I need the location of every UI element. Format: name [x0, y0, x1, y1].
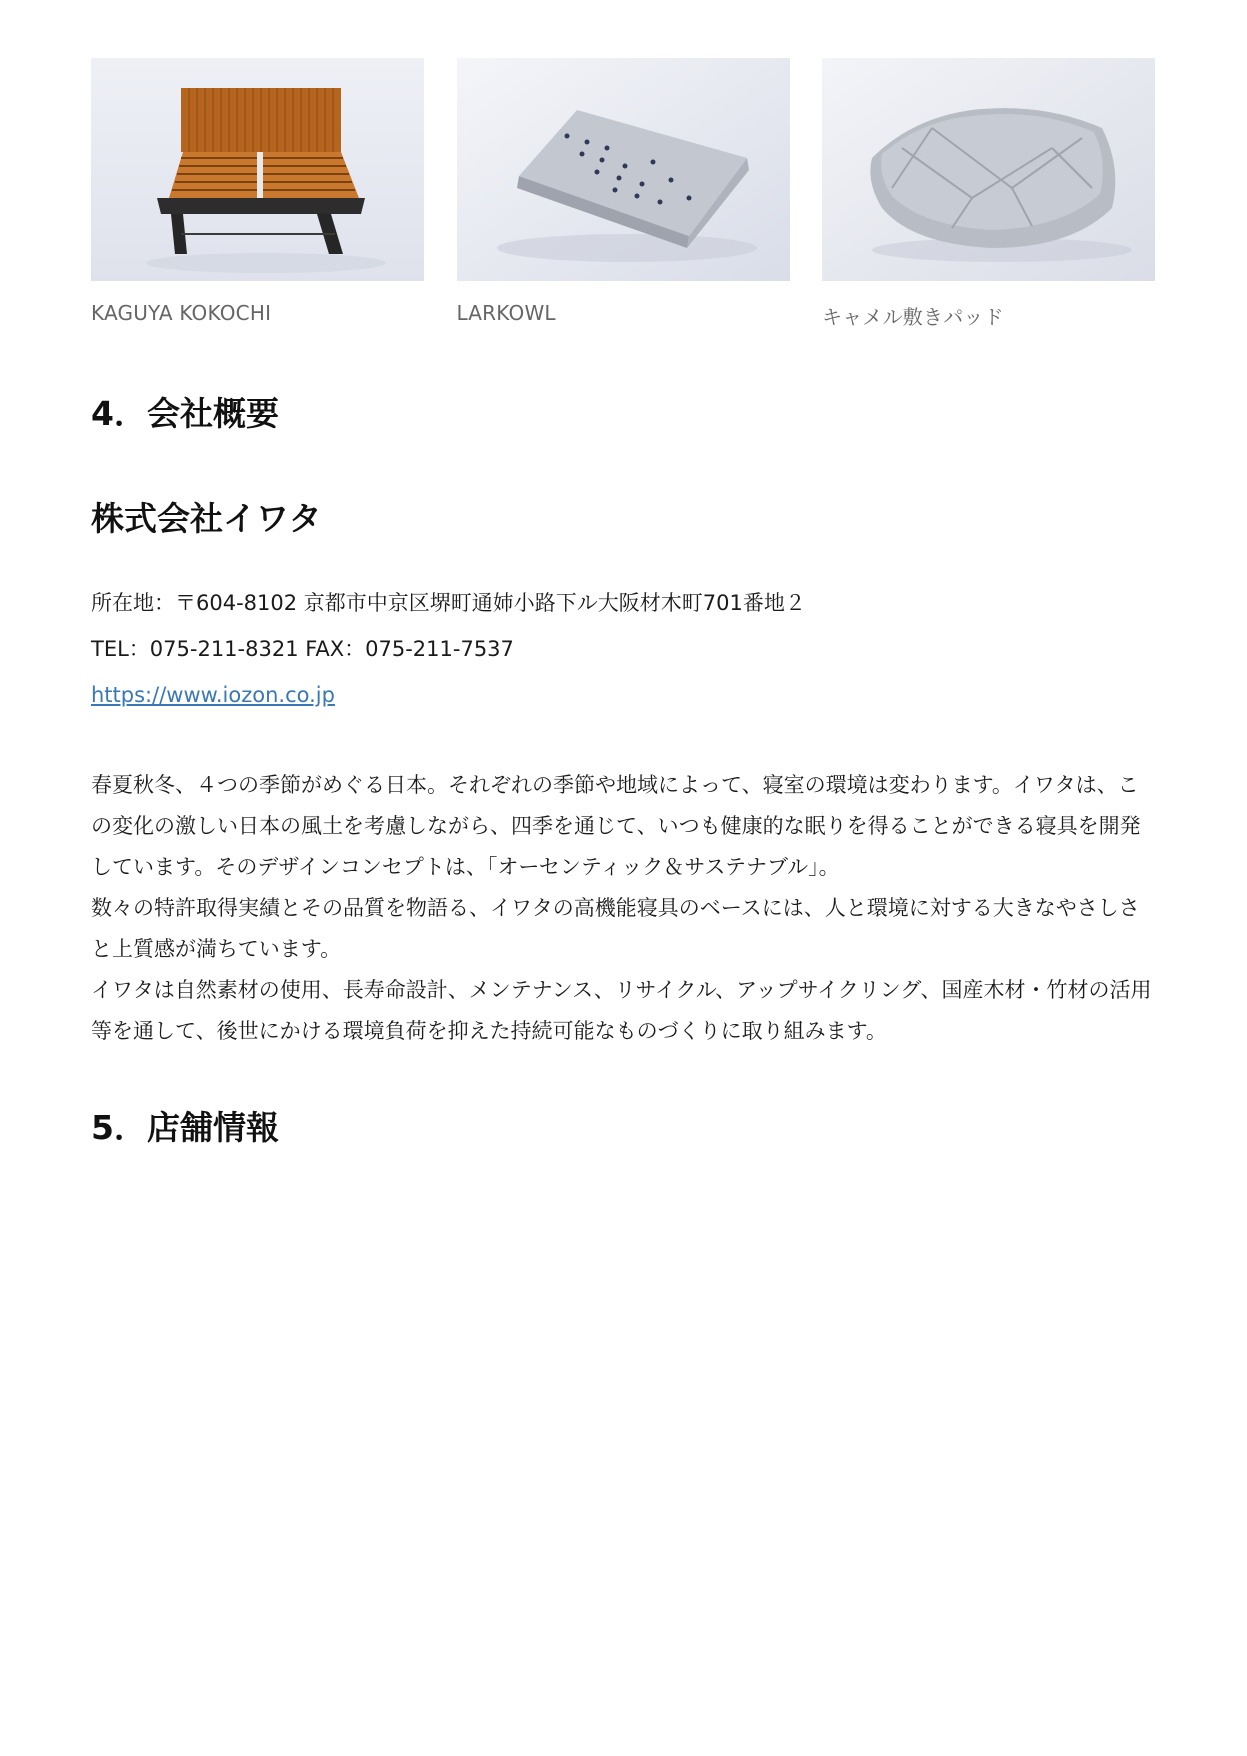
- product-card: [457, 58, 790, 330]
- company-website-link[interactable]: https://www.iozon.co.jp: [91, 683, 335, 707]
- wooden-slatted-bed-image: [91, 58, 424, 281]
- section-heading-company: 4．会社概要: [91, 394, 279, 433]
- product-gallery: [91, 58, 1155, 330]
- gray-quilted-pad-image: [822, 58, 1155, 281]
- gray-tufted-mattress-image: [457, 58, 790, 281]
- product-caption: KAGUYA KOKOCHI: [91, 301, 272, 325]
- company-url-line: [91, 672, 1155, 718]
- description-paragraph: 数々の特許取得実績とその品質を物語る、イワタの高機能寝具のベースには、人と環境に対する大きなやさしさと上質感が満ちています。: [91, 896, 1140, 961]
- section-heading-store: 5．店舗情報: [91, 1108, 279, 1147]
- company-info: [91, 580, 1155, 718]
- product-card: [91, 58, 424, 330]
- company-name: 株式会社イワタ: [91, 499, 322, 538]
- company-contact: TEL：075-211-8321 FAX：075-211-7537: [91, 637, 514, 661]
- product-caption: LARKOWL: [456, 301, 556, 325]
- company-address: 所在地：〒604-8102 京都市中京区堺町通姉小路下ル大阪材木町701番地２: [91, 591, 806, 615]
- company-description: [91, 765, 1155, 1052]
- document-page: [91, 58, 1155, 1149]
- description-paragraph: 春夏秋冬、４つの季節がめぐる日本。それぞれの季節や地域によって、寝室の環境は変わります。イワタは、この変化の激しい日本の風土を考慮しながら、四季を通じて、いつも健康的な眠りを得ることができる寝具を開発しています。そのデザインコンセプトは、「オーセンティック＆サステナブル」。: [91, 773, 1141, 879]
- product-card: [822, 58, 1155, 330]
- product-caption: キャメル敷きパッド: [822, 305, 1004, 329]
- description-paragraph: イワタは自然素材の使用、長寿命設計、メンテナンス、リサイクル、アップサイクリング、国産木材・竹材の活用等を通して、後世にかける環境負荷を抑えた持続可能なものづくりに取り組みます。: [91, 978, 1152, 1043]
